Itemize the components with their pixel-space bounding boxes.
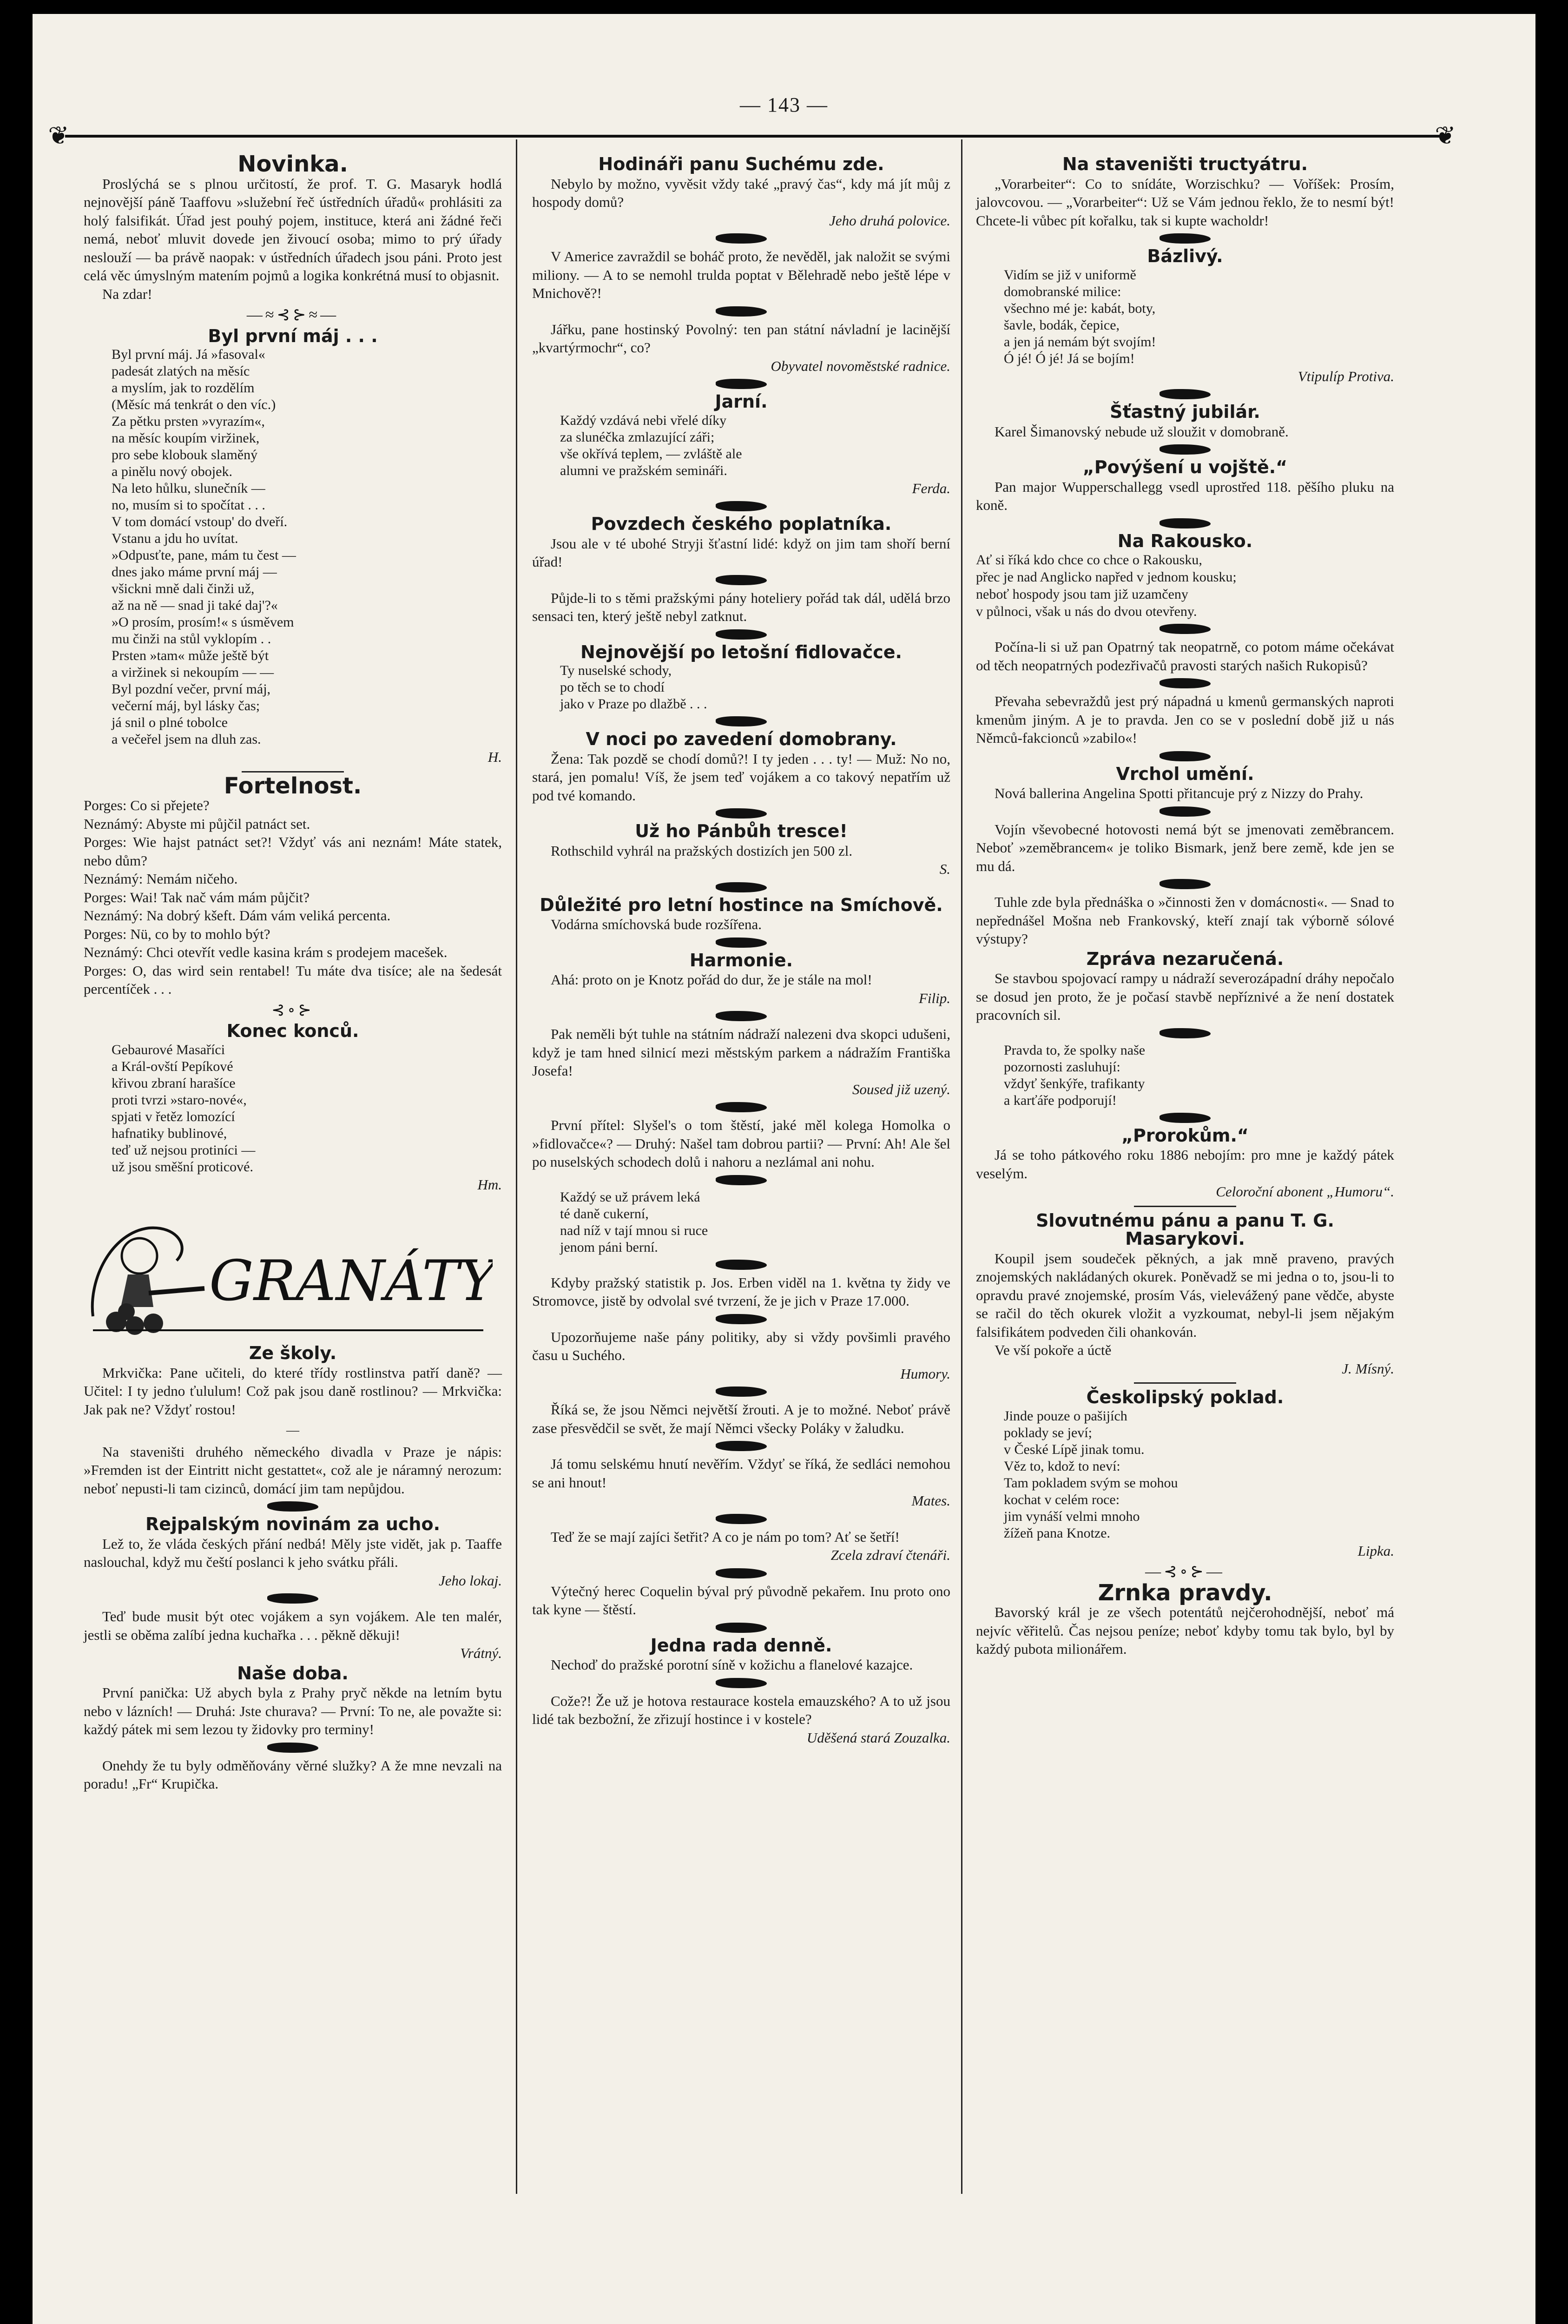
- article-text: Na zdar!: [102, 285, 152, 302]
- poem-line: teď už nejsou protiníci —: [112, 1142, 256, 1158]
- poem-line: a večeřel jsem na dluh zas.: [112, 732, 261, 747]
- poem: [560, 662, 950, 713]
- dialog-line: Neznámý: Chci otevřít vedle kasina krám s prodejem macešek.: [84, 944, 448, 960]
- poem-line: a viržinek si nekoupím — —: [112, 665, 274, 680]
- poem-line: té daně cukerní,: [560, 1206, 649, 1221]
- article-title: „Povýšení u vojště.“: [1082, 457, 1288, 477]
- article-text: Nebylo by možno, vyvěsit vždy také „pravý čas“, kdy má jít můj z hospody domů?: [532, 175, 950, 210]
- article-text: Mrkvička: Pane učiteli, do které třídy rostlinstva patří daně? — Učitel: I ty jedno ťululum! Což pak jsou daně rostlinou? — Mrkvička: Jak pak ne? Vždyť rostou!: [84, 1364, 502, 1418]
- poem: [1004, 1042, 1394, 1109]
- corner-ornament-icon: ❦: [1435, 122, 1456, 150]
- poem-line: »Odpusťte, pane, mám tu čest —: [112, 548, 296, 563]
- divider-ornament-icon: [716, 379, 767, 389]
- poem: [112, 1042, 502, 1175]
- poem-line: domobranské milice:: [1004, 284, 1121, 299]
- divider-ornament-icon: [716, 1568, 767, 1578]
- article-title: Konec konců.: [226, 1021, 359, 1041]
- divider-rule: [1134, 1382, 1236, 1384]
- divider-ornament-icon: ⊰∘⊱: [271, 1001, 314, 1019]
- poem-line: Ty nuselské schody,: [560, 663, 672, 678]
- signature: Hm.: [477, 1176, 502, 1193]
- article-title: Šťastný jubilár.: [1110, 402, 1260, 422]
- article-title: Hodináři panu Suchému zde.: [598, 154, 884, 174]
- divider-rule: [242, 771, 344, 772]
- article-text: Vojín vševobecné hotovosti nemá být se jmenovati zeměbrancem. Neboť »zeměbrancem« je toliko Bismark, jenž bere země, kde jen se mu dá.: [976, 821, 1394, 874]
- divider-ornament-icon: [716, 1386, 767, 1397]
- poem: [1004, 1408, 1394, 1542]
- article-title: Nejnovější po letošní fidlovačce.: [580, 641, 902, 662]
- poem-line: večerní máj, byl lásky čas;: [112, 698, 260, 713]
- divider-ornament-icon: [716, 501, 767, 511]
- divider-ornament-icon: [1160, 1028, 1211, 1038]
- article-text: V Americe zavraždil se boháč proto, že nevěděl, jak naložit se svými miliony. — A to se nemohl trulda poptat v Bělehradě nebo ještě lépe v Mnichově?!: [532, 248, 950, 301]
- granaty-lettering: GRANÁTY: [209, 1249, 493, 1314]
- article-text: Pan major Wupperschallegg vsedl uprostřed 118. pěšího pluku na koně.: [976, 478, 1394, 513]
- divider-ornament-icon: [267, 1743, 318, 1753]
- granaty-illustration: [84, 1200, 493, 1340]
- poem-line: Pravda to, že spolky naše: [1004, 1042, 1146, 1058]
- signature: S.: [939, 861, 950, 877]
- divider-ornament-icon: [1160, 233, 1211, 244]
- divider-ornament-icon: [716, 629, 767, 640]
- poem-line: a myslím, jak to rozdělím: [112, 380, 255, 396]
- signature: Lipka.: [1357, 1542, 1394, 1559]
- divider-ornament-icon: [1160, 518, 1211, 528]
- poem-line: Každý se už právem leká: [560, 1189, 700, 1205]
- article-text: Bavorský král je ze všech potentátů nejčerohodnější, neboť má nejvíc věřitelů. Čas nejsou peníze; neboť kdyby tomu tak bylo, byl by každý pubota milionářem.: [976, 1604, 1394, 1657]
- poem-line: pro sebe klobouk slaměný: [112, 447, 258, 462]
- poem-line: Za pětku prsten »vyrazím«,: [112, 414, 265, 429]
- divider-ornament-icon: [716, 1678, 767, 1688]
- article-text: Pak neměli být tuhle na státním nádraží nalezeni dva skopci udušeni, když je tam hned silnicí mezi městským parkem a nádražím Františka Josefa!: [532, 1026, 950, 1079]
- poem-line: jenom páni berní.: [560, 1239, 658, 1255]
- poem-line: jim vynáší velmi mnoho: [1004, 1508, 1140, 1524]
- divider-ornament-icon: [1160, 444, 1211, 455]
- article-title: Zrnka pravdy.: [1098, 1579, 1272, 1606]
- poem: [112, 346, 502, 748]
- divider-ornament-icon: [716, 1623, 767, 1633]
- column-rule: [516, 139, 517, 2194]
- poem-line: mu činži na stůl vyklopím . .: [112, 631, 271, 647]
- article-title: Na staveništi tructyátru.: [1062, 154, 1308, 174]
- article-title: Byl první máj . . .: [208, 325, 378, 346]
- divider-ornament-icon: [1160, 624, 1211, 634]
- divider-ornament-icon: [1160, 806, 1211, 817]
- article-text: Žena: Tak pozdě se chodí domů?! I ty jeden . . . ty! — Muž: No no, stará, jen pomalu! Víš, že jsem teď vojákem a co takový nepatřím už pod tvé komando.: [532, 750, 950, 804]
- article-text: Koupil jsem soudeček pěkných, a jak mně praveno, pravých znojemských nakládaných okurek. Poněvadž se mi jedna o to, jsou-li to opravdu pravé znojemské, prosím Vás, vielevážený pane vědče, abyste se račil do těch okurek vložit a vyzkoumat, nebyl-li jsem nějakým falsifikátem podveden čili ohankován.: [976, 1250, 1394, 1340]
- poem-line: po těch se to chodí: [560, 680, 665, 695]
- poem-line: přec je nad Anglicko napřed v jednom kousku;: [976, 569, 1237, 585]
- signature: Celoroční abonent „Humoru“.: [1216, 1183, 1394, 1200]
- article-title: Na Rakousko.: [1117, 530, 1253, 551]
- article-title: Vrchol umění.: [1116, 763, 1254, 784]
- poem-line: poklady se jeví;: [1004, 1425, 1092, 1440]
- article-title: Novinka.: [237, 151, 348, 177]
- signature: Humory.: [900, 1365, 950, 1382]
- dialog-line: Neznámý: Nemám ničeho.: [84, 871, 238, 887]
- poem-line: »O prosím, prosím!« s úsměvem: [112, 614, 294, 630]
- poem-line: a karťáře podporují!: [1004, 1092, 1117, 1108]
- article-title: Bázlivý.: [1147, 246, 1223, 266]
- article-text: Cože?! Že už je hotova restaurace kostela emauzského? A to už jsou lidé tak bezbožní, že zřizují hostince i v kostele?: [532, 1692, 950, 1727]
- poem-line: Tam pokladem svým se mohou: [1004, 1475, 1178, 1491]
- poem: [560, 412, 950, 479]
- dialog-line: Porges: Wie hajst patnáct set?! Vždyť vás ani neznám! Máte statek, nebo dům?: [84, 834, 502, 869]
- signature: Obyvatel novoměstské radnice.: [771, 357, 950, 374]
- poem-line: a Král-ovští Pepíkové: [112, 1058, 233, 1074]
- article-title: Rejpalským novinám za ucho.: [145, 1514, 441, 1534]
- divider-ornament-icon: [716, 1314, 767, 1324]
- article-title: Jedna rada denně.: [650, 1635, 832, 1656]
- article-text: Vodárna smíchovská bude rozšířena.: [551, 916, 762, 932]
- divider-ornament-icon: [716, 1514, 767, 1524]
- column-rule: [961, 139, 962, 2194]
- signature: Mates.: [911, 1492, 950, 1509]
- poem-line: všickni mně dali činži už,: [112, 581, 255, 596]
- poem-line: spjati v řetěz lomozící: [112, 1109, 235, 1124]
- divider-ornament-icon: [716, 575, 767, 585]
- article-title: Českolipský poklad.: [1086, 1387, 1284, 1407]
- poem-line: jako v Praze po dlažbě . . .: [560, 696, 707, 712]
- signature: Jeho druhá polovice.: [829, 212, 950, 229]
- divider-ornament-icon: [1160, 1113, 1211, 1123]
- article-text: Na staveništi druhého německého divadla v Praze je nápis: »Fremden ist der Eintritt nicht gestattet«, což ale je náramný nerozum: neboť nepusti-li tam cizinců, domácí jim tam nepůjdou.: [84, 1443, 502, 1497]
- article-text: Ahá: proto on je Knotz pořád do dur, že je stále na mol!: [551, 971, 872, 988]
- poem-line: Vidím se již v uniformě: [1004, 267, 1136, 283]
- poem-line: už jsou směšní proticové.: [112, 1159, 253, 1175]
- poem-line: Byl první máj. Já »fasoval«: [112, 347, 265, 362]
- poem-line: padesát zlatých na měsíc: [112, 363, 250, 379]
- poem-line: Věz to, kdož to neví:: [1004, 1458, 1120, 1474]
- article-text: Výtečný herec Coquelin býval prý původně pekařem. Inu proto ono tak kyne — štěstí.: [532, 1583, 950, 1618]
- poem-line: a jen já nemám být svojím!: [1004, 334, 1156, 350]
- article-title: Ze školy.: [249, 1343, 337, 1363]
- poem-line: dnes jako máme první máj —: [112, 564, 277, 580]
- poem-line: Na leto hůlku, slunečník —: [112, 481, 265, 496]
- poem-line: hafnatiky bublinové,: [112, 1125, 227, 1141]
- signature: Filip.: [918, 990, 950, 1006]
- signature: Soused již uzený.: [852, 1081, 950, 1097]
- article-text: Upozorňujeme naše pány politiky, aby si vždy povšimli pravého času u Suchého.: [532, 1328, 950, 1363]
- column-2: [532, 153, 950, 1747]
- article-text: Tuhle zde byla přednáška o »činnosti žen v domácnosti«. — Snad to nepřednášel Mošna neb Frankovský, kteří znají tak výborně sólové výstupy?: [976, 894, 1394, 947]
- article-text: Nechoď do pražské porotní síně v kožichu a flanelové kazajce.: [551, 1657, 913, 1673]
- poem-line: žížeň pana Knotze.: [1004, 1525, 1111, 1541]
- dialog-line: Neznámý: Na dobrý kšeft. Dám vám veliká percenta.: [84, 907, 391, 924]
- article-text: Proslýchá se s plnou určitostí, že prof. T. G. Masaryk hodlá nejnovější páně Taaffovu »služební řeč ústředních úřadů« prohlásiti za holý falsifikát. Úřad jest pouhý pojem, instituce, která ani žádné řeči nemá, neboť mluvit dovede jen živoucí osoba; mimo to prý úřady neslouží — ba právě naopak: v ústředních úřadech jsou páni. Proto jest celá věc úmyslným matením pojmů a logika konkrétná musí to objasnit.: [84, 175, 502, 284]
- signature: H.: [488, 749, 502, 765]
- divider-ornament-icon: [716, 1175, 767, 1185]
- poem-line: v České Lípě jinak tomu.: [1004, 1441, 1145, 1457]
- article-title: Zpráva nezaručená.: [1086, 948, 1284, 969]
- poem-line: Prsten »tam« může ještě být: [112, 648, 269, 663]
- signature: Vtipulíp Protiva.: [1298, 368, 1394, 384]
- article-text: První panička: Už abych byla z Prahy pryč někde na letním bytu nebo v lázních! — Druhá: Jste churava? — První: To ne, ale považte si: každý pátek mi sem lezou ty židovky pro terminy!: [84, 1684, 502, 1737]
- divider-ornament-icon: [716, 716, 767, 726]
- article-text: Ve vší pokoře a úctě: [995, 1342, 1112, 1358]
- divider-ornament-icon: [716, 808, 767, 819]
- poem-line: v půlnoci, však u nás do dvou otevřeny.: [976, 604, 1197, 619]
- poem-line: kochat v celém roce:: [1004, 1492, 1120, 1507]
- article-title: Jarní.: [715, 391, 768, 412]
- dialog: [84, 796, 502, 998]
- poem-line: V tom domácí vstoup' do dveří.: [112, 514, 288, 529]
- article-title: Důležité pro letní hostince na Smíchově.: [540, 894, 943, 915]
- article-text: Říká se, že jsou Němci největší žrouti. A je to možné. Neboť právě zase přesvědčil se svět, že mají Němci všecky Poláky v žaludku.: [532, 1401, 950, 1436]
- signature: J. Mísný.: [1342, 1360, 1394, 1377]
- article-text: Karel Šimanovský nebude už sloužit v domobraně.: [995, 423, 1289, 440]
- article-title: Už ho Pánbůh tresce!: [635, 821, 848, 841]
- poem-line: proti tvrzi »staro-nové«,: [112, 1092, 247, 1108]
- divider-ornament-icon: [1160, 678, 1211, 688]
- article-title: V noci po zavedení domobrany.: [586, 729, 897, 749]
- divider-rule: [1134, 1206, 1236, 1207]
- poem-line: Vstanu a jdu ho uvítat.: [112, 531, 238, 546]
- divider-ornament-icon: [716, 882, 767, 892]
- article-title: Naše doba.: [237, 1663, 349, 1684]
- granaty-vignette-icon: [84, 1200, 493, 1340]
- article-text: Jsou ale v té ubohé Stryji šťastní lidé: když on jim tam shoří berní úřad!: [532, 535, 950, 570]
- corner-ornament-icon: ❦: [48, 122, 69, 150]
- poem-line: za slunéčka zmlazující záři;: [560, 429, 715, 445]
- poem-line: já snil o plné tobolce: [112, 715, 228, 730]
- dialog-line: Porges: Co si přejete?: [84, 797, 210, 813]
- column-3: [976, 153, 1394, 1658]
- article-title: „Prorokům.“: [1121, 1125, 1249, 1146]
- article-text: Já tomu selskému hnutí nevěřím. Vždyť se říká, že sedláci nemohou se ani hnout!: [532, 1456, 950, 1491]
- article-text: Teď že se mají zajíci šetřit? A co je nám po tom? Ať se šetří!: [551, 1528, 900, 1545]
- divider-ornament-icon: —≈⊰⊱≈—: [246, 306, 339, 324]
- poem-line: alumni ve pražském semináři.: [560, 462, 727, 478]
- poem-line: Každý vzdává nebi vřelé díky: [560, 412, 727, 428]
- dialog-line: Porges: Wai! Tak nač vám mám půjčit?: [84, 889, 310, 905]
- divider-dash: —: [286, 1423, 299, 1438]
- poem-line: no, musím si to spočítat . . .: [112, 497, 265, 513]
- article-text: Lež to, že vláda českých přání nedbá! Měly jste vidět, jak p. Taaffe naslouchal, když mu čeští poslanci k jeho svátku přáli.: [84, 1535, 502, 1570]
- poem: [976, 551, 1394, 620]
- article-text: Převaha sebevraždů jest prý nápadná u kmenů germanských naproti kmenům jiným. A je to pravda. Jen co se v poslední době již u nás Němců-fakcionců »zabilo«!: [976, 693, 1394, 746]
- signature: Ferda.: [912, 480, 950, 496]
- article-text: Kdyby pražský statistik p. Jos. Erben viděl na 1. května ty židy ve Stromovce, jistě by odvolal své tvrzení, že je jich v Praze 17.000.: [532, 1274, 950, 1309]
- article-text: Onehdy že tu byly odměňovány věrné služky? A že mne nevzali na poradu! „Fr“ Krupička.: [84, 1757, 502, 1792]
- dialog-line: Neznámý: Abyste mi půjčil patnáct set.: [84, 815, 310, 832]
- column-1: [84, 153, 502, 1793]
- article-text: Teď bude musit být otec vojákem a syn vojákem. Ale ten malér, jestli se oběma zalíbí jedna kuchařka . . . pěkně děkuji!: [84, 1608, 502, 1643]
- divider-ornament-icon: —⊰∘⊱—: [1145, 1563, 1225, 1580]
- article-text: Počína-li si už pan Opatrný tak neopatrně, co potom máme očekávat od těch neopatrných podezřivačů pravosti starých našich Rukopisů?: [976, 639, 1394, 673]
- article-title: Povzdech českého poplatníka.: [591, 514, 892, 534]
- article-text: Rothschild vyhrál na pražských dostizích jen 500 zl.: [551, 842, 853, 859]
- divider-ornament-icon: [716, 1011, 767, 1021]
- dialog-line: Porges: Nü, co by to mohlo být?: [84, 925, 270, 942]
- article-text: Půjde-li to s těmi pražskými pány hoteliery pořád tak dál, udělá brzo sensaci ten, který ještě nebyl zatknut.: [532, 589, 950, 624]
- article-title: Fortelnost.: [224, 772, 362, 799]
- poem: [560, 1189, 950, 1256]
- divider-ornament-icon: [716, 938, 767, 948]
- poem-line: až na ně — snad ji také daj'?«: [112, 598, 278, 613]
- dialog-line: Porges: O, das wird sein rentabel! Tu máte dva tisíce; ale na šedesát percentíček . . .: [84, 962, 502, 997]
- divider-ornament-icon: [716, 306, 767, 317]
- poem-line: křivou zbraní harašíce: [112, 1075, 236, 1091]
- poem-line: Ó jé! Ó jé! Já se bojím!: [1004, 350, 1135, 366]
- divider-ornament-icon: [1160, 751, 1211, 761]
- divider-ornament-icon: [716, 1260, 767, 1270]
- poem-line: a pinělu nový obojek.: [112, 464, 232, 479]
- divider-ornament-icon: [716, 1441, 767, 1451]
- poem-line: Ať si říká kdo chce co chce o Rakousku,: [976, 552, 1202, 568]
- poem-line: šavle, bodák, čepice,: [1004, 317, 1120, 333]
- poem-line: pozornosti zasluhují:: [1004, 1059, 1120, 1075]
- divider-ornament-icon: [716, 233, 767, 244]
- poem-line: neboť hospody jsou tam již uzamčeny: [976, 587, 1188, 602]
- divider-ornament-icon: [716, 1102, 767, 1112]
- article-text: Jářku, pane hostinský Povolný: ten pan státní návladní je lacinější „kvartýrmochr“, co?: [532, 321, 950, 356]
- poem-line: na měsíc koupím viržinek,: [112, 430, 260, 446]
- poem-line: Gebaurové Masaříci: [112, 1042, 225, 1057]
- poem-line: všechno mé je: kabát, boty,: [1004, 300, 1156, 316]
- poem-line: vše okřívá teplem, — zvláště ale: [560, 446, 742, 462]
- article-title: Slovutnému pánu a panu T. G. Masarykovi.: [1036, 1210, 1334, 1249]
- poem-line: Jinde pouze o pašijích: [1004, 1408, 1127, 1424]
- divider-ornament-icon: [1160, 389, 1211, 399]
- divider-ornament-icon: [1160, 879, 1211, 889]
- signature: Vrátný.: [460, 1645, 502, 1661]
- poem-line: nad níž v tají mnou si ruce: [560, 1222, 708, 1238]
- article-text: Nová ballerina Angelina Spotti přitancuje prý z Nizzy do Prahy.: [995, 785, 1364, 801]
- article-text: Já se toho pátkového roku 1886 nebojím: pro mne je každý pátek veselým.: [976, 1147, 1394, 1182]
- article-title: Harmonie.: [689, 950, 793, 971]
- page-number: — 143 —: [740, 93, 828, 116]
- poem-line: (Měsíc má tenkrát o den víc.): [112, 397, 276, 412]
- signature: Uděšená stará Zouzalka.: [806, 1729, 950, 1746]
- signature: Jeho lokaj.: [438, 1572, 502, 1589]
- poem: [1004, 267, 1394, 367]
- poem-line: vždyť šenkýře, trafikanty: [1004, 1076, 1145, 1091]
- poem-line: Byl pozdní večer, první máj,: [112, 681, 271, 697]
- article-text: První přítel: Slyšel's o tom štěstí, jaké měl kolega Homolka o »fidlovačce«? — Druhý: Našel tam dobrou partii? — První: Ah! Ale šel po nuselských schodech dolů i nahoru a nezlámal ani nohu.: [532, 1117, 950, 1170]
- signature: Zcela zdraví čtenáři.: [830, 1547, 950, 1563]
- divider-ornament-icon: [267, 1593, 318, 1604]
- divider-ornament-icon: [267, 1501, 318, 1512]
- article-text: Se stavbou spojovací rampy u nádraží severozápadní dráhy nepočalo se dosud jen proto, že je počasí stavbě nepříznivé a že není dostatek pracovních sil.: [976, 970, 1394, 1023]
- article-text: „Vorarbeiter“: Co to snídáte, Worzischku? — Voříšek: Prosím, jalovcovou. — „Vorarbeiter“: Už se Vám jednou řeklo, že to nesmí být! Chcete-li vůbec pít kořalku, tak si kupte wacholdr!: [976, 175, 1394, 229]
